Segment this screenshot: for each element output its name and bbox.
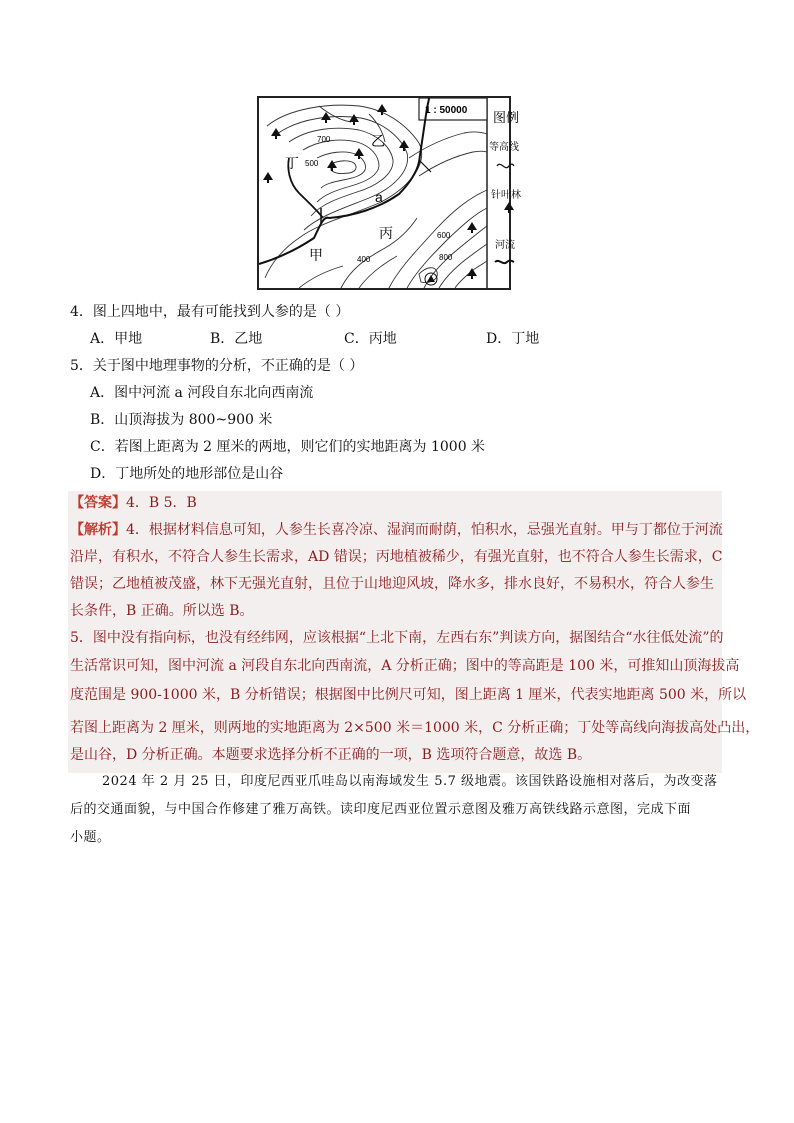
legend-contour-label: 等高线 — [489, 142, 519, 153]
analysis-line-5: 5．图中没有指向标，也没有经纬网，应该根据“上北下南，左西右东”判读方向，据图结合“水往低处流”的 — [70, 630, 724, 646]
contour-500: 500 — [305, 159, 319, 168]
analysis-line-7: 度范围是 900-1000 米，B 分析错误；根据图中比例尺可知，图上距离 1 厘米，代表实地距离 500 米，所以 — [70, 687, 747, 703]
legend-title: 图例 — [493, 111, 520, 126]
analysis-line-8: 若图上距离为 2 厘米，则两地的实地距离为 2×500 米＝1000 米，C 分析正确；丁处等高线向海拔高处凸出， — [70, 720, 760, 736]
contour-map-figure — [257, 96, 521, 290]
intro-line-1: 2024 年 2 月 25 日，印度尼西亚爪哇岛以南海域发生 5.7 级地震。该国铁路设施相对落后，为改变落 — [102, 774, 718, 789]
answer-line — [70, 493, 197, 513]
label-a: a — [375, 189, 383, 205]
legend-conifer-label: 针叶林 — [491, 190, 521, 201]
analysis-text-1: 4．根据材料信息可知，人参生长喜冷凉、湿润而耐荫，怕积水，忌强光直射。甲与丁都位于河流 — [126, 522, 723, 538]
q4-option-d[interactable]: D．丁地 — [486, 331, 540, 347]
q4-option-c[interactable]: C．丙地 — [344, 331, 397, 347]
legend-contour-symbol — [497, 164, 514, 168]
q5-option-a[interactable]: A．图中河流 a 河段自东北向西南流 — [90, 385, 314, 401]
contour-400: 400 — [357, 255, 371, 264]
q5-option-d[interactable]: D．丁地所处的地形部位是山谷 — [90, 466, 284, 482]
q4-option-b[interactable]: B．乙地 — [210, 331, 263, 347]
question-5-stem: 5．关于图中地理事物的分析，不正确的是（ ） — [70, 358, 364, 374]
analysis-line-1 — [70, 520, 723, 540]
scale-label: 1 : 50000 — [425, 105, 468, 116]
river-a — [259, 98, 429, 264]
answer-tag: 【答案】 — [70, 495, 126, 511]
answer-text: 4．B 5．B — [126, 495, 197, 511]
analysis-line-6: 生活常识可知，图中河流 a 河段自东北向西南流，A 分析正确；图中的等高距是 100 米，可推知山顶海拔高 — [70, 658, 740, 674]
contour-map-svg — [259, 98, 521, 288]
intro-line-2: 后的交通面貌，与中国合作修建了雅万高铁。读印度尼西亚位置示意图及雅万高铁线路示意图，完成下面 — [70, 802, 692, 817]
q5-option-b[interactable]: B．山顶海拔为 800~900 米 — [90, 412, 273, 428]
label-jia: 甲 — [309, 248, 323, 264]
analysis-line-3: 错误；乙地植被茂盛，林下无强光直射，且位于山地迎风坡，降水多，排水良好，不易积水，符合人参生 — [70, 576, 714, 592]
contour-600: 600 — [437, 231, 451, 240]
analysis-line-2: 沿岸，有积水，不符合人参生长需求，AD 错误；丙地植被稀少，有强光直射，也不符合人参生长需求，C — [70, 549, 723, 565]
legend-river-label: 河流 — [495, 240, 515, 251]
q4-option-a[interactable]: A．甲地 — [90, 331, 143, 347]
label-ding: 丁 — [285, 156, 299, 172]
summit-icon — [427, 275, 435, 282]
label-yi: 乙 — [371, 134, 385, 150]
analysis-line-9: 是山谷，D 分析正确。本题要求选择分析不正确的一项，B 选项符合题意，故选 B。 — [70, 747, 592, 763]
question-4-stem: 4．图上四地中，最有可能找到人参的是（ ） — [70, 304, 350, 320]
analysis-tag: 【解析】 — [70, 522, 126, 538]
contour-800: 800 — [439, 253, 453, 262]
label-bing: 丙 — [379, 226, 393, 242]
intro-line-3: 小题。 — [70, 830, 111, 845]
contour-700: 700 — [317, 135, 331, 144]
analysis-line-4: 长条件，B 正确。所以选 B。 — [70, 603, 254, 619]
legend-river-symbol — [495, 261, 514, 264]
q5-option-c[interactable]: C．若图上距离为 2 厘米的两地，则它们的实地距离为 1000 米 — [90, 439, 486, 455]
